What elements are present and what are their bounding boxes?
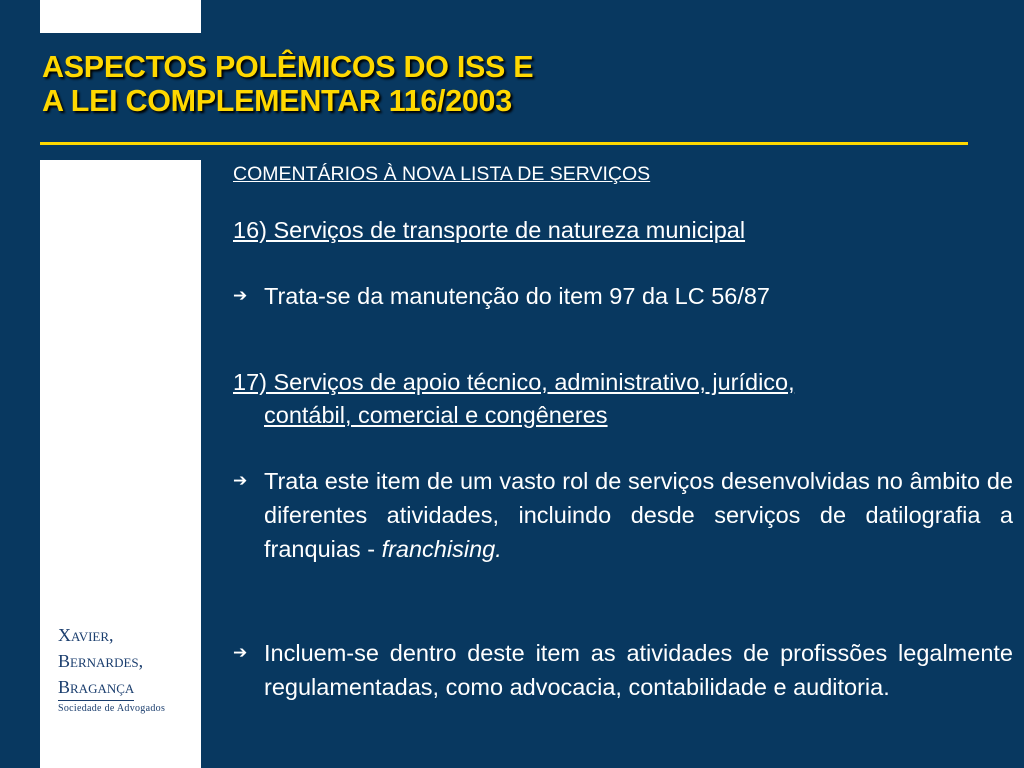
item-16-heading: 16) Serviços de transporte de natureza municipal <box>233 217 746 243</box>
top-white-box <box>40 0 201 33</box>
logo-tagline: Sociedade de Advogados <box>58 703 166 714</box>
title-line-1: ASPECTOS POLÊMICOS DO ISS E <box>42 50 534 84</box>
item-17-heading-line-1: 17) Serviços de apoio técnico, administrativo, jurídico, <box>233 369 795 395</box>
arrow-bullet-icon: ➔ <box>233 643 248 662</box>
item-17-bullet-2 <box>233 636 1013 704</box>
arrow-bullet-icon: ➔ <box>233 471 248 490</box>
arrow-bullet-icon: ➔ <box>233 286 248 305</box>
logo-line-3: Bragança <box>58 674 134 701</box>
item-17-bullet-1 <box>233 464 1013 566</box>
item-17-bullet-1-text <box>264 464 1013 566</box>
title-line-2: A LEI COMPLEMENTAR 116/2003 <box>42 84 512 118</box>
item-17-heading-line-2: contábil, comercial e congêneres <box>264 402 608 428</box>
item-16-bullet <box>233 279 1013 313</box>
slide-title <box>42 50 533 118</box>
bullet-1-emphasis: franchising. <box>381 536 502 562</box>
logo-line-1: Xavier, <box>58 625 114 645</box>
title-divider <box>40 142 968 145</box>
item-16-bullet-text: Trata-se da manutenção do item 97 da LC 56/87 <box>264 283 770 309</box>
bullet-1-body: Trata este item de um vasto rol de serviços desenvolvidas no âmbito de diferentes atividades, incluindo desde serviços de datilografia a franquias - <box>264 468 1013 562</box>
item-17-bullet-2-text: Incluem-se dentro deste item as atividades de profissões legalmente regulamentadas, como advocacia, contabilidade e auditoria. <box>264 640 1013 700</box>
item-17-heading <box>233 366 795 432</box>
logo-line-2: Bernardes, <box>58 651 144 671</box>
section-subheading: COMENTÁRIOS À NOVA LISTA DE SERVIÇOS <box>233 163 651 185</box>
firm-logo <box>58 622 186 714</box>
